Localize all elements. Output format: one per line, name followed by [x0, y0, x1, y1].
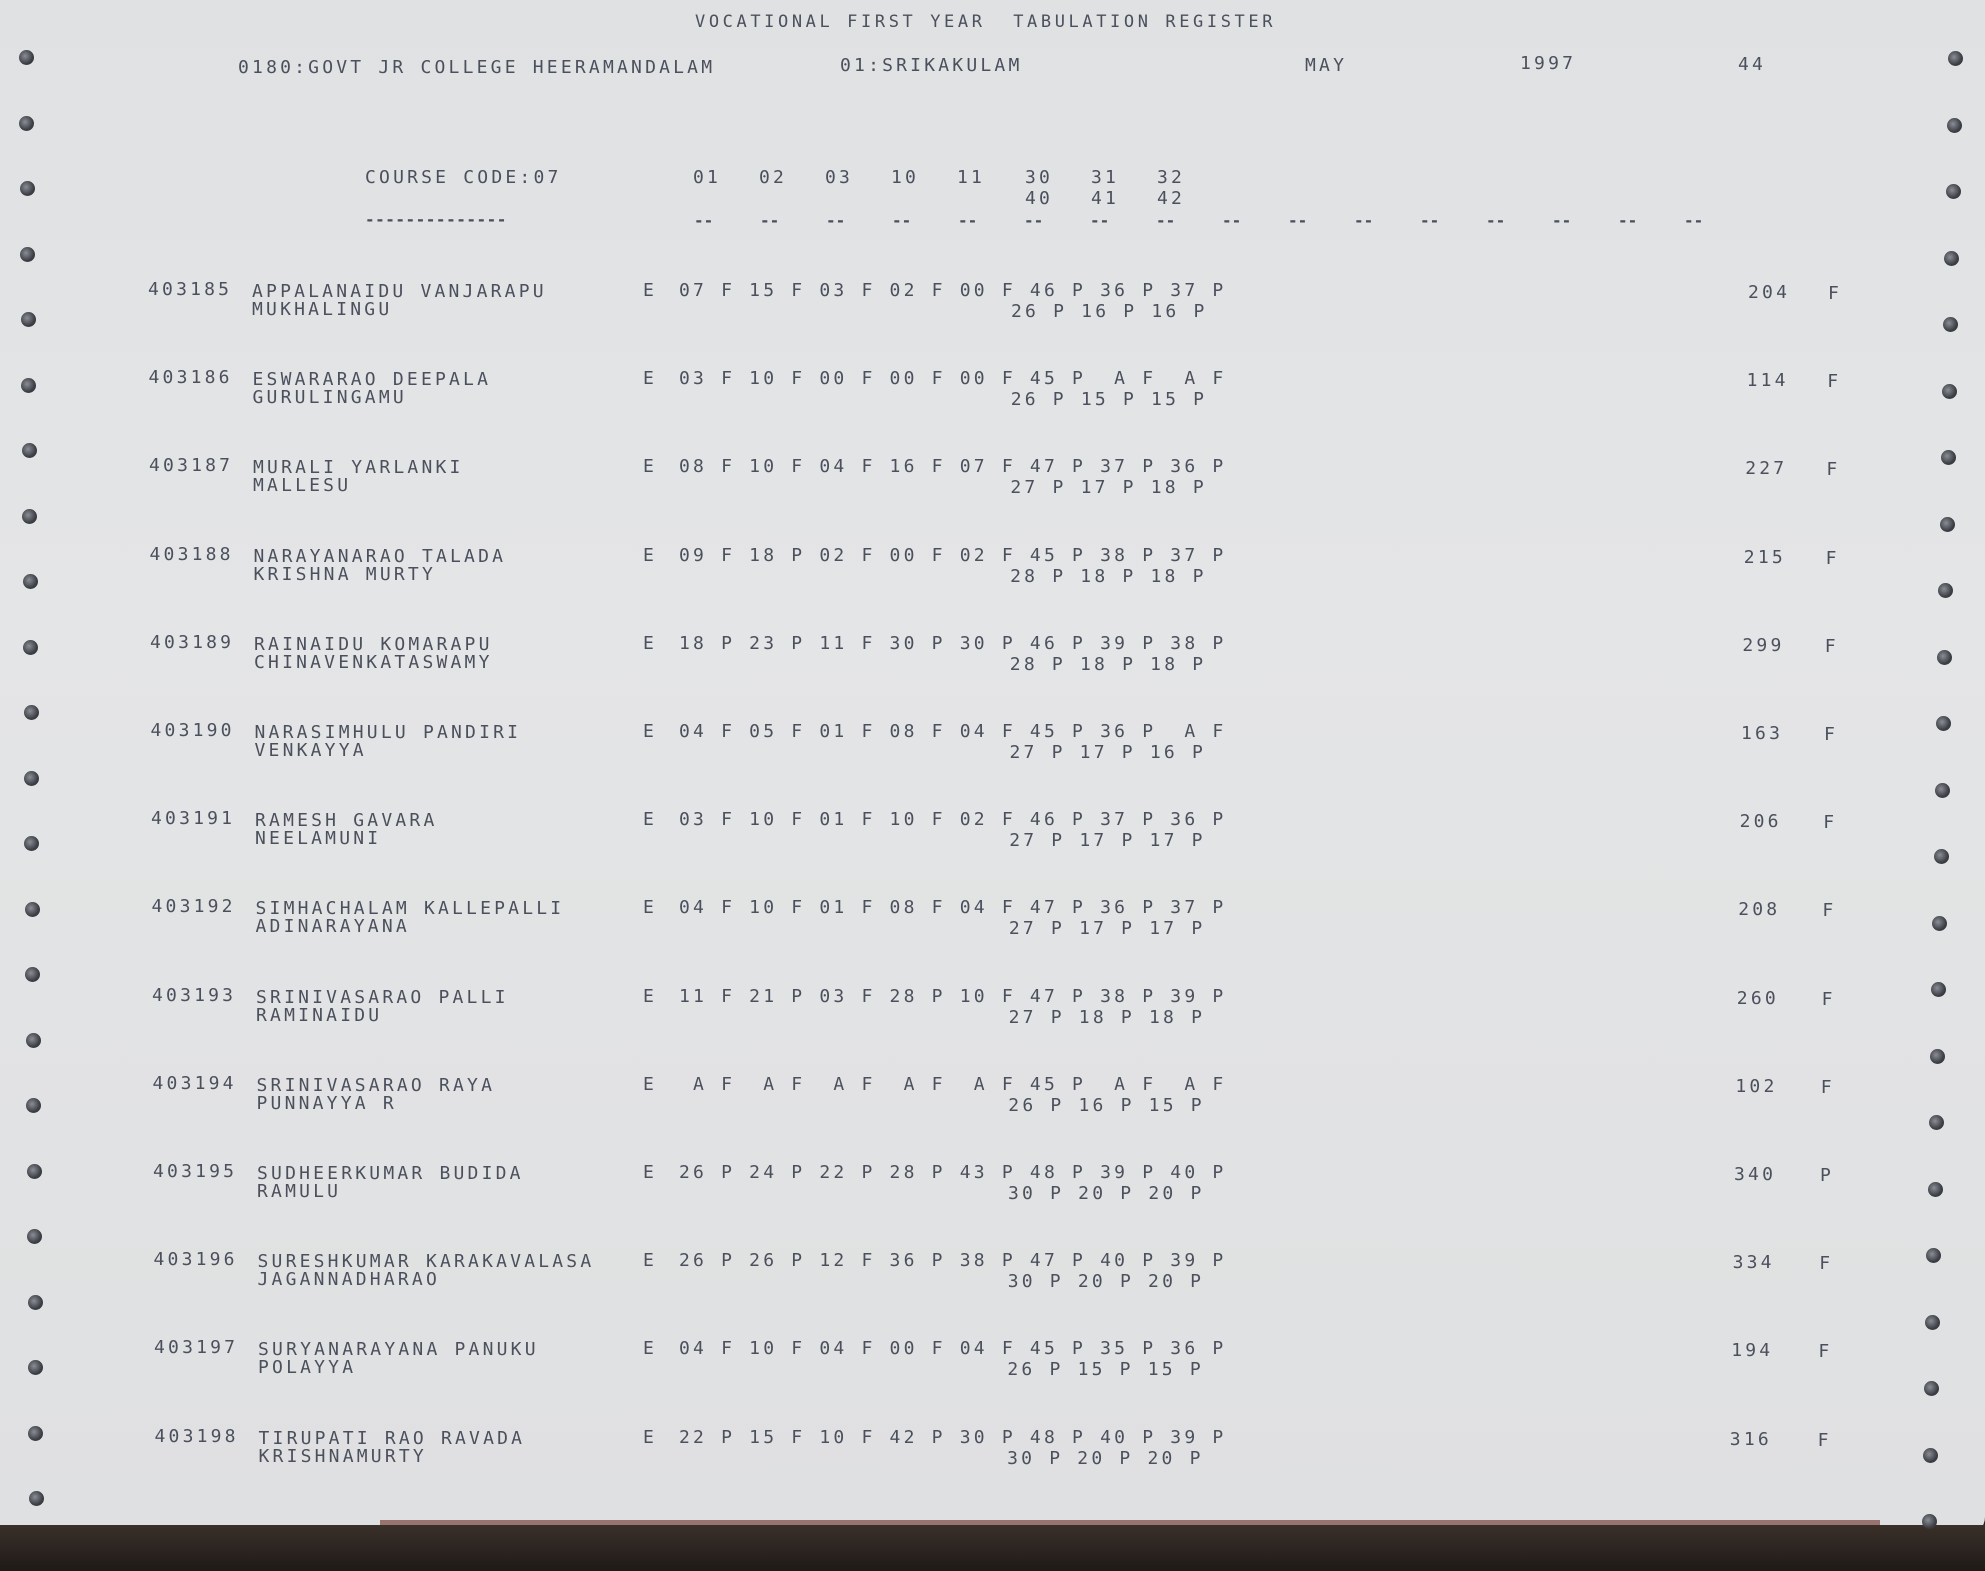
roll-number: 403186: [148, 367, 233, 389]
column-dash: --: [892, 211, 912, 230]
feed-hole-icon: [1932, 916, 1947, 931]
medium-code: E: [643, 456, 658, 478]
marks-line-1: 18 P 23 P 11 F 30 P 30 P 46 P 39 P 38 P: [679, 632, 1227, 654]
student-name: SRINIVASARAO PALLI: [256, 986, 509, 1008]
feed-hole-icon: [1940, 517, 1955, 532]
feed-hole-icon: [1941, 450, 1956, 465]
result: F: [1825, 547, 1840, 569]
parent-name: POLAYYA: [258, 1357, 357, 1379]
marks-line-2: 26 P 16 P 15 P: [1008, 1094, 1205, 1116]
roll-number: 403191: [151, 808, 236, 830]
column-dash: --: [1024, 211, 1044, 230]
feed-hole-icon: [27, 1164, 42, 1179]
total-marks: 102: [1735, 1075, 1778, 1097]
medium-code: E: [643, 1162, 658, 1183]
feed-hole-icon: [25, 902, 40, 917]
medium-code: E: [643, 721, 658, 742]
marks-line-1: 03 F 10 F 00 F 00 F 00 F 45 P A F A F: [679, 368, 1227, 390]
medium-code: E: [643, 1338, 658, 1360]
total-marks: 114: [1746, 370, 1789, 392]
marks-line-1: 22 P 15 F 10 F 42 P 30 P 48 P 40 P 39 P: [679, 1426, 1227, 1448]
feed-hole-icon: [1925, 1315, 1940, 1330]
marks-line-1: 26 P 24 P 22 P 28 P 43 P 48 P 39 P 40 P: [679, 1162, 1227, 1183]
column-dash: --: [1552, 211, 1572, 230]
medium-code: E: [643, 985, 658, 1007]
feed-hole-icon: [29, 1491, 44, 1506]
student-name: SURYANARAYANA PANUKU: [258, 1339, 539, 1361]
column-dash: --: [1420, 211, 1440, 230]
medium-code: E: [643, 809, 658, 831]
exam-month: MAY: [1305, 55, 1348, 76]
marks-line-2: 28 P 18 P 18 P: [1009, 653, 1207, 675]
course-code: COURSE CODE:07: [365, 167, 562, 188]
table-surface: [0, 1525, 1985, 1571]
column-dash: --: [760, 211, 780, 230]
marks-line-2: 30 P 20 P 20 P: [1008, 1183, 1205, 1204]
feed-hole-icon: [1930, 1049, 1945, 1064]
column-dash: --: [1684, 211, 1704, 230]
column-dash: --: [1288, 211, 1308, 230]
student-name: NARAYANARAO TALADA: [253, 545, 507, 567]
result: F: [1823, 812, 1838, 834]
total-marks: 299: [1742, 634, 1785, 656]
feed-hole-icon: [1923, 1448, 1938, 1463]
result: F: [1824, 635, 1839, 657]
marks-line-2: 27 P 17 P 17 P: [1008, 918, 1206, 940]
parent-name: JAGANNADHARAO: [257, 1269, 440, 1291]
total-marks: 215: [1743, 546, 1786, 568]
parent-name: RAMINAIDU: [256, 1004, 383, 1026]
roll-number: 403185: [148, 279, 233, 300]
subject-code: 03: [825, 167, 854, 188]
parent-name: NEELAMUNI: [255, 828, 382, 850]
result: F: [1822, 900, 1837, 922]
subject-code: 31: [1091, 167, 1120, 188]
marks-line-2: 26 P 15 P 15 P: [1010, 389, 1208, 411]
feed-hole-icon: [1944, 251, 1959, 266]
column-dash: --: [1618, 211, 1638, 230]
student-name: SIMHACHALAM KALLEPALLI: [255, 898, 565, 920]
marks-line-1: 03 F 10 F 01 F 10 F 02 F 46 P 37 P 36 P: [679, 809, 1227, 831]
feed-hole-icon: [20, 181, 35, 196]
subject-code: 30: [1025, 167, 1054, 188]
parent-name: KRISHNA MURTY: [253, 563, 436, 585]
student-name: SUDHEERKUMAR BUDIDA: [257, 1163, 524, 1184]
subject-code: 02: [759, 167, 788, 188]
total-marks: 340: [1734, 1164, 1777, 1185]
total-marks: 334: [1732, 1252, 1775, 1274]
medium-code: E: [643, 632, 658, 654]
marks-line-2: 26 P 16 P 16 P: [1011, 301, 1208, 322]
parent-name: RAMULU: [257, 1181, 342, 1202]
roll-number: 403189: [150, 631, 235, 653]
feed-hole-icon: [23, 640, 38, 655]
feed-hole-icon: [27, 1229, 42, 1244]
total-marks: 208: [1738, 899, 1781, 921]
feed-hole-icon: [21, 312, 36, 327]
feed-hole-icon: [28, 1295, 43, 1310]
feed-hole-icon: [22, 509, 37, 524]
district-name: 01:SRIKAKULAM: [840, 55, 1023, 76]
result: F: [1820, 1076, 1835, 1098]
student-name: APPALANAIDU VANJARAPU: [252, 281, 547, 302]
result: P: [1820, 1165, 1835, 1186]
column-dash: --: [1222, 211, 1242, 230]
feed-hole-icon: [1934, 849, 1949, 864]
feed-hole-icon: [28, 1360, 43, 1375]
feed-hole-icon: [22, 443, 37, 458]
feed-hole-icon: [1946, 184, 1961, 199]
marks-line-2: 27 P 17 P 17 P: [1009, 830, 1206, 852]
marks-line-2: 27 P 18 P 18 P: [1008, 1006, 1206, 1028]
feed-hole-icon: [1928, 1182, 1943, 1197]
marks-line-2: 30 P 20 P 20 P: [1007, 1447, 1204, 1469]
roll-number: 403197: [154, 1337, 239, 1359]
medium-code: E: [643, 1426, 658, 1448]
parent-name: VENKAYYA: [254, 740, 367, 761]
parent-name: CHINAVENKATASWAMY: [254, 651, 493, 673]
feed-hole-icon: [1942, 384, 1957, 399]
college-name: 0180:GOVT JR COLLEGE HEERAMANDALAM: [238, 57, 716, 78]
marks-line-1: 11 F 21 P 03 F 28 P 10 F 47 P 38 P 39 P: [679, 985, 1227, 1007]
student-name: SRINIVASARAO RAYA: [256, 1074, 496, 1096]
marks-line-1: 09 F 18 P 02 F 00 F 02 F 45 P 38 P 37 P: [679, 544, 1227, 566]
result: F: [1828, 283, 1843, 304]
feed-hole-icon: [1948, 51, 1963, 66]
feed-hole-icon: [19, 50, 34, 65]
marks-line-2: 30 P 20 P 20 P: [1007, 1271, 1205, 1293]
parent-name: MALLESU: [253, 475, 352, 497]
marks-line-2: 28 P 18 P 18 P: [1010, 565, 1207, 587]
roll-number: 403187: [149, 455, 234, 477]
page-number: 44: [1738, 54, 1767, 75]
result: F: [1819, 1253, 1834, 1275]
course-code-underline: --------------: [365, 210, 507, 229]
marks-line-1: 04 F 10 F 04 F 00 F 04 F 45 P 35 P 36 P: [679, 1338, 1227, 1360]
result: F: [1821, 988, 1836, 1010]
marks-line-1: 04 F 05 F 01 F 08 F 04 F 45 P 36 P A F: [679, 721, 1227, 742]
medium-code: E: [643, 368, 658, 390]
feed-hole-icon: [21, 378, 36, 393]
column-dash: --: [1090, 211, 1110, 230]
student-name: MURALI YARLANKI: [253, 457, 464, 479]
roll-number: 403194: [152, 1072, 237, 1094]
total-marks: 206: [1739, 811, 1782, 833]
exam-year: 1997: [1520, 53, 1577, 74]
roll-number: 403190: [150, 720, 235, 741]
total-marks: 316: [1729, 1428, 1772, 1450]
feed-hole-icon: [26, 1033, 41, 1048]
feed-hole-icon: [1935, 783, 1950, 798]
subject-code: 41: [1091, 188, 1120, 209]
subject-code: 32: [1157, 167, 1186, 188]
total-marks: 260: [1736, 987, 1779, 1009]
subject-code: 10: [891, 167, 920, 188]
result: F: [1817, 1429, 1832, 1451]
column-dash: --: [1156, 211, 1176, 230]
marks-line-2: 27 P 17 P 18 P: [1010, 477, 1207, 499]
feed-hole-icon: [1947, 118, 1962, 133]
result: F: [1827, 371, 1842, 393]
register-title: VOCATIONAL FIRST YEAR TABULATION REGISTER: [695, 12, 1277, 32]
roll-number: 403198: [154, 1425, 239, 1447]
feed-hole-icon: [23, 574, 38, 589]
student-name: SURESHKUMAR KARAKAVALASA: [257, 1251, 595, 1273]
marks-line-2: 27 P 17 P 16 P: [1009, 742, 1207, 763]
feed-hole-icon: [1937, 650, 1952, 665]
subject-code: 42: [1157, 188, 1186, 209]
student-name: RAINAIDU KOMARAPU: [254, 633, 493, 655]
student-name: TIRUPATI RAO RAVADA: [258, 1427, 526, 1449]
column-dash: --: [1354, 211, 1374, 230]
marks-line-2: 26 P 15 P 15 P: [1007, 1359, 1204, 1381]
medium-code: E: [643, 897, 658, 919]
subject-code: 40: [1025, 188, 1054, 209]
result: F: [1824, 724, 1839, 745]
subject-code: 11: [957, 167, 986, 188]
column-dash: --: [826, 211, 846, 230]
feed-hole-icon: [24, 771, 39, 786]
medium-code: E: [643, 544, 658, 566]
result: F: [1826, 459, 1841, 481]
parent-name: MUKHALINGU: [252, 299, 393, 320]
medium-code: E: [643, 1073, 658, 1095]
column-dash: --: [1486, 211, 1506, 230]
marks-line-1: 04 F 10 F 01 F 08 F 04 F 47 P 36 P 37 P: [679, 897, 1227, 919]
column-dash: --: [958, 211, 978, 230]
marks-line-1: 08 F 10 F 04 F 16 F 07 F 47 P 37 P 36 P: [679, 456, 1227, 478]
medium-code: E: [643, 280, 658, 301]
parent-name: PUNNAYYA R: [256, 1092, 397, 1114]
feed-hole-icon: [28, 1426, 43, 1441]
total-marks: 163: [1741, 723, 1784, 744]
student-name: RAMESH GAVARA: [255, 810, 438, 832]
feed-hole-icon: [1936, 716, 1951, 731]
parent-name: ADINARAYANA: [255, 916, 410, 938]
parent-name: GURULINGAMU: [252, 387, 407, 409]
subject-code: 01: [693, 167, 722, 188]
marks-line-1: 26 P 26 P 12 F 36 P 38 P 47 P 40 P 39 P: [679, 1250, 1227, 1272]
roll-number: 403195: [153, 1161, 238, 1182]
student-name: ESWARARAO DEEPALA: [252, 369, 492, 391]
feed-hole-icon: [24, 705, 39, 720]
feed-hole-icon: [1924, 1381, 1939, 1396]
roll-number: 403196: [153, 1249, 238, 1271]
feed-hole-icon: [19, 116, 34, 131]
feed-hole-icon: [1929, 1115, 1944, 1130]
total-marks: 194: [1731, 1340, 1774, 1362]
total-marks: 227: [1745, 458, 1788, 480]
marks-line-1: A F A F A F A F A F 45 P A F A F: [679, 1073, 1227, 1095]
medium-code: E: [643, 1250, 658, 1272]
feed-hole-icon: [20, 247, 35, 262]
marks-line-1: 07 F 15 F 03 F 02 F 00 F 46 P 36 P 37 P: [679, 280, 1227, 301]
total-marks: 204: [1748, 282, 1791, 303]
roll-number: 403192: [151, 896, 236, 918]
feed-hole-icon: [1922, 1514, 1937, 1529]
parent-name: KRISHNAMURTY: [258, 1445, 427, 1467]
roll-number: 403193: [152, 984, 237, 1006]
student-name: NARASIMHULU PANDIRI: [254, 722, 522, 743]
roll-number: 403188: [149, 543, 234, 565]
result: F: [1818, 1341, 1833, 1363]
column-dash: --: [694, 211, 714, 230]
